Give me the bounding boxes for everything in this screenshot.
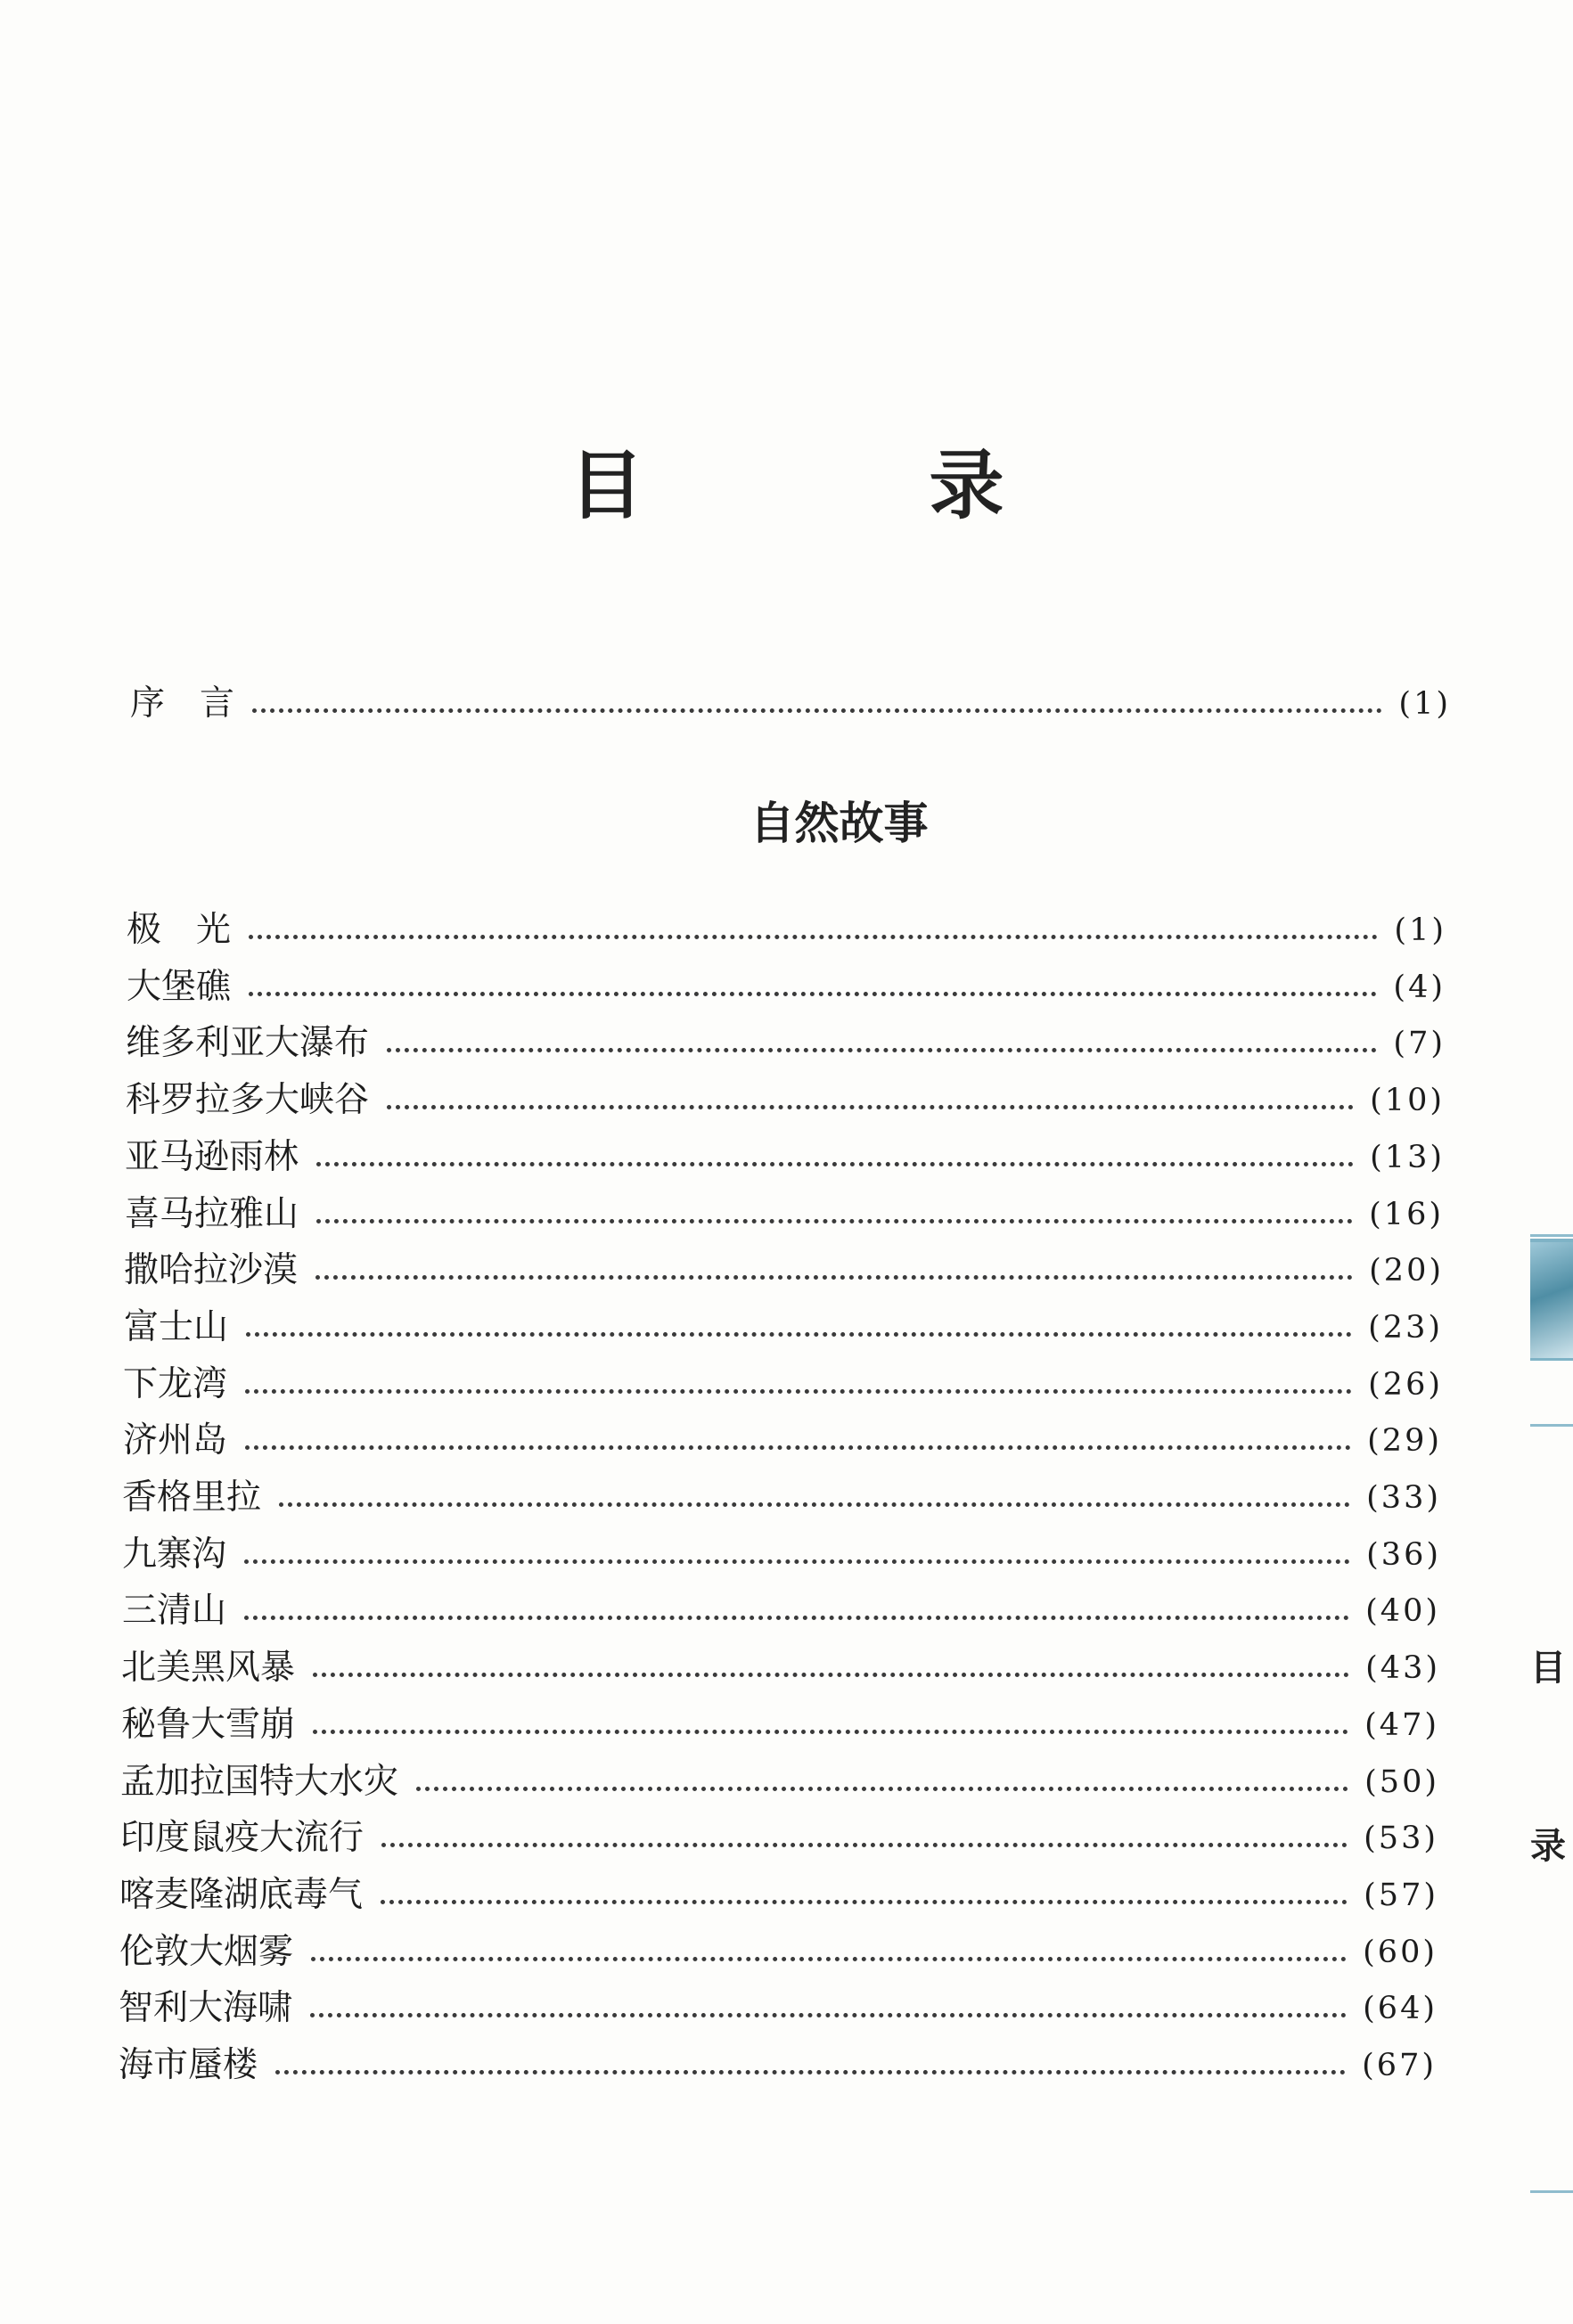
toc-page-number: (60) xyxy=(1363,1935,1438,1970)
toc-page-number: (64) xyxy=(1363,1991,1438,2026)
toc-page-number: (1) xyxy=(1398,686,1451,722)
toc-page-number: (20) xyxy=(1369,1253,1444,1289)
toc-row[interactable] xyxy=(119,1929,1438,1976)
leader-dots xyxy=(244,1611,1349,1620)
toc-row[interactable] xyxy=(127,907,1446,953)
toc-page-number: (43) xyxy=(1365,1650,1440,1686)
toc-page-number: (50) xyxy=(1364,1764,1439,1800)
toc-entry-title: 极 光 xyxy=(127,910,232,950)
toc-page-number: (23) xyxy=(1368,1310,1443,1346)
toc-row[interactable] xyxy=(120,1759,1439,1805)
toc-entry-title: 印度鼠疫大流行 xyxy=(120,1818,365,1858)
toc-entry-title: 大堡礁 xyxy=(127,967,232,1007)
toc-row[interactable] xyxy=(127,964,1446,1011)
toc-page-number: (53) xyxy=(1364,1821,1438,1856)
leader-dots xyxy=(252,704,1382,713)
leader-dots xyxy=(416,1782,1348,1791)
toc-row[interactable] xyxy=(125,1191,1444,1238)
leader-dots xyxy=(245,1441,1351,1450)
toc-entry-title: 九寨沟 xyxy=(122,1534,227,1575)
toc-page-number: (57) xyxy=(1364,1878,1438,1913)
leader-dots xyxy=(279,1498,1350,1507)
toc-row-preface[interactable] xyxy=(130,681,1451,727)
toc-row[interactable] xyxy=(120,1815,1438,1862)
toc-entry-title: 香格里拉 xyxy=(122,1477,262,1518)
side-edge-line xyxy=(1530,1424,1573,1427)
toc-row[interactable] xyxy=(119,1985,1438,2032)
toc-page-number: (67) xyxy=(1362,2048,1437,2083)
toc-page-number: (33) xyxy=(1366,1480,1441,1516)
toc-page-number: (26) xyxy=(1368,1367,1443,1403)
toc-page-number: (4) xyxy=(1393,970,1446,1005)
toc-page-number: (29) xyxy=(1367,1423,1442,1459)
toc-row[interactable] xyxy=(119,1872,1438,1919)
toc-page-number: (16) xyxy=(1369,1197,1444,1232)
toc-entry-title: 伦敦大烟雾 xyxy=(119,1932,294,1972)
toc-entry-title: 三清山 xyxy=(122,1591,227,1631)
side-edge-line xyxy=(1530,2190,1573,2193)
leader-dots xyxy=(311,1952,1347,1961)
leader-dots xyxy=(313,1668,1349,1677)
side-tab-char: 目 xyxy=(1530,1648,1566,1689)
toc-entry-title: 富士山 xyxy=(124,1307,229,1347)
toc-row[interactable] xyxy=(122,1588,1440,1634)
toc-page-number: (10) xyxy=(1370,1083,1445,1118)
leader-dots xyxy=(249,930,1378,939)
toc-entry-title: 海市蜃楼 xyxy=(119,2045,258,2085)
toc-entry-title: 序 言 xyxy=(130,683,235,724)
side-tab-char: 录 xyxy=(1530,1826,1566,1867)
leader-dots xyxy=(246,1328,1352,1337)
toc-entry-title: 秘鲁大雪崩 xyxy=(121,1705,296,1745)
toc-page-number: (1) xyxy=(1394,912,1446,948)
side-tab-image xyxy=(1530,1239,1573,1361)
toc-entry-title: 孟加拉国特大水灾 xyxy=(120,1762,399,1802)
section-heading: 自然故事 xyxy=(750,798,929,849)
toc-row[interactable] xyxy=(122,1475,1441,1521)
leader-dots xyxy=(249,987,1377,996)
toc-row[interactable] xyxy=(126,1077,1445,1124)
leader-dots xyxy=(381,1895,1348,1904)
toc-row[interactable] xyxy=(122,1532,1441,1578)
toc-row[interactable] xyxy=(123,1418,1442,1464)
toc-entry-title: 撒哈拉沙漠 xyxy=(124,1250,299,1290)
leader-dots xyxy=(275,2066,1346,2074)
leader-dots xyxy=(387,1101,1354,1109)
toc-page-number: (7) xyxy=(1393,1026,1446,1061)
toc-row[interactable] xyxy=(119,2042,1437,2089)
toc-entry-title: 智利大海啸 xyxy=(119,1988,293,2028)
toc-entry-title: 北美黑风暴 xyxy=(121,1648,296,1688)
leader-dots xyxy=(387,1043,1377,1052)
leader-dots xyxy=(316,1215,1353,1223)
toc-row[interactable] xyxy=(124,1248,1444,1294)
side-edge-line xyxy=(1530,1234,1573,1237)
toc-row[interactable] xyxy=(125,1134,1445,1181)
toc-page-number: (13) xyxy=(1370,1140,1445,1175)
leader-dots xyxy=(244,1555,1350,1564)
toc-row[interactable] xyxy=(126,1020,1446,1067)
toc-entry-title: 科罗拉多大峡谷 xyxy=(126,1080,370,1120)
leader-dots xyxy=(315,1271,1353,1280)
toc-row[interactable] xyxy=(121,1645,1440,1691)
leader-dots xyxy=(381,1838,1348,1847)
leader-dots xyxy=(316,1158,1354,1166)
toc-row[interactable] xyxy=(124,1305,1443,1351)
toc-entry-title: 下龙湾 xyxy=(123,1364,228,1404)
toc-page-number: (47) xyxy=(1364,1707,1439,1743)
toc-entry-title: 济州岛 xyxy=(123,1420,228,1461)
toc-entry-title: 亚马逊雨林 xyxy=(125,1137,299,1177)
leader-dots xyxy=(313,1725,1348,1734)
leader-dots xyxy=(310,2009,1347,2017)
toc-page-number: (36) xyxy=(1366,1537,1441,1573)
toc-row[interactable] xyxy=(121,1702,1439,1748)
toc-entry-title: 喜马拉雅山 xyxy=(125,1194,299,1234)
toc-page-number: (40) xyxy=(1365,1593,1440,1629)
leader-dots xyxy=(245,1385,1352,1394)
toc-entry-title: 喀麦隆湖底毒气 xyxy=(119,1875,364,1915)
page-title: 目 录 xyxy=(569,441,1110,529)
toc-entry-title: 维多利亚大瀑布 xyxy=(126,1023,370,1063)
toc-row[interactable] xyxy=(123,1362,1443,1408)
